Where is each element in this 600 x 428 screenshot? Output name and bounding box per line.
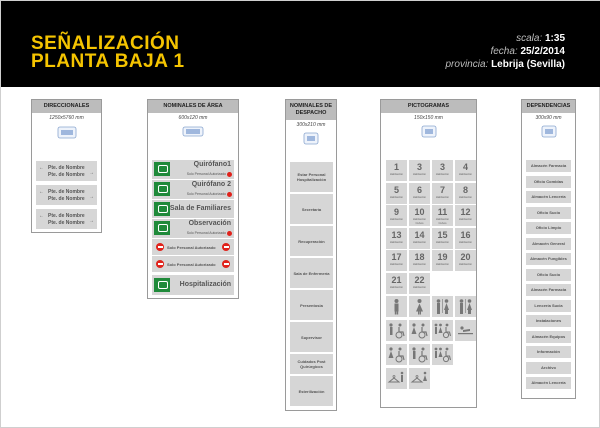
hanger-male-icon [386, 368, 407, 389]
room-number-sign [432, 160, 453, 181]
panel-size: 1250x5760 mm [49, 115, 84, 121]
room-number-sign [386, 273, 407, 294]
room-caption: Habitación [412, 172, 427, 176]
changing-table-icon [455, 320, 476, 341]
prohibition-icon [222, 243, 230, 251]
direction-line-2: Pte. de Nombre [48, 196, 85, 202]
room-number: 7 [439, 184, 445, 195]
room-number: 4 [462, 162, 468, 172]
dependency-sign: Almacén Lencería [526, 191, 571, 203]
room-number-sign [455, 183, 476, 204]
room-number: 13 [391, 229, 402, 240]
dependency-sign: Información [526, 346, 571, 358]
dependency-sign: Lencería Sucia [526, 300, 571, 312]
male-toilet-icon [386, 296, 407, 317]
room-number: 17 [391, 252, 402, 262]
office-sign: Secretaría [290, 194, 333, 224]
dependency-sign: Oficio Limpio [526, 222, 571, 234]
room-caption: Habitación [389, 217, 404, 221]
office-sign: Supervisor [290, 322, 333, 352]
room-number-sign [409, 273, 430, 294]
room-caption: Habitación [412, 239, 427, 244]
room-caption: Habitación [389, 284, 404, 289]
arrow-left-icon: ← [39, 165, 44, 171]
room-caption: Habitación [458, 239, 473, 244]
sign-device-icon [539, 124, 559, 140]
panel-nominales-area [147, 99, 239, 299]
junta-logo-icon [154, 162, 170, 176]
dependency-sign: Almacén Equipos [526, 331, 571, 343]
office-sign: Esterilización [290, 376, 333, 406]
panel-heading: DIRECCIONALES [32, 100, 101, 113]
sign-device-icon [301, 131, 321, 147]
panel-heading: PICTOGRAMAS [381, 100, 476, 113]
room-number-sign [432, 228, 453, 249]
room-number-sign [386, 250, 407, 271]
junta-logo-icon [154, 221, 170, 235]
room-caption: Habitación [435, 262, 450, 266]
room-number: 5 [393, 184, 399, 195]
female-toilet-icon [409, 296, 430, 317]
panel-dependencias [521, 99, 576, 399]
room-number: 11 [437, 207, 448, 217]
dependency-sign: Almacén Lencería [526, 377, 571, 389]
date-label: fecha: [490, 46, 518, 57]
direction-sign [36, 161, 97, 181]
room-caption: Habitación [458, 172, 473, 176]
panel-heading: DEPENDENCIAS [522, 100, 575, 113]
room-number: 18 [414, 252, 425, 262]
male-female-toilet-icon [432, 296, 453, 317]
junta-logo-icon [154, 182, 170, 196]
scale-label: scala: [516, 33, 543, 44]
area-sign [152, 219, 234, 238]
prohibition-icon [156, 260, 164, 268]
junta-logo-icon [154, 202, 170, 216]
panel-pictogramas [380, 99, 477, 408]
prohibition-icon [227, 192, 232, 197]
wheelchair-male-female-icon [432, 320, 453, 341]
wheelchair-male-icon [386, 320, 407, 341]
room-number-sign [409, 205, 430, 226]
area-title: Solo Personal Autorizado [167, 245, 216, 250]
province-label: provincia: [445, 59, 489, 70]
dependency-sign: Oficio Comidas [526, 176, 571, 188]
dependency-sign: Instalaciones [526, 315, 571, 327]
room-number: 10 [414, 207, 425, 217]
room-caption: Habitación [412, 194, 427, 199]
room-number-sign [432, 183, 453, 204]
room-caption: Habitación [389, 194, 404, 199]
panel-nominales-despacho [285, 99, 337, 411]
area-title: Quirófano1 [193, 161, 231, 168]
dependency-sign: Oficio Sucio [526, 207, 571, 219]
room-caption: Habitación [412, 284, 427, 289]
room-caption: Habitación [389, 239, 404, 244]
room-number-sign [455, 250, 476, 271]
header-metadata [445, 32, 565, 71]
sign-device-icon [55, 124, 79, 142]
room-number: 20 [460, 252, 471, 262]
scale-value: 1:35 [544, 33, 565, 44]
office-sign: Sala de Enfermería [290, 258, 333, 288]
room-caption: Habitación [435, 239, 450, 244]
area-title: Quirófano 2 [191, 181, 231, 188]
area-title: Observación [188, 220, 231, 227]
dependency-sign: Almacén Fungibles [526, 253, 571, 265]
panel-heading: NOMINALES DE DESPACHO [286, 100, 336, 120]
province-value: Lebrija (Sevilla) [491, 59, 565, 70]
room-number-sign [432, 250, 453, 271]
prohibition-icon [227, 231, 232, 236]
panel-direccionales [31, 99, 102, 233]
room-number: 3 [416, 162, 422, 172]
dependency-sign: Oficio Sucio [526, 269, 571, 281]
sign-device-icon [419, 124, 439, 140]
wheelchair-female-icon [386, 344, 407, 365]
area-sign [152, 200, 234, 218]
hanger-female-icon [409, 368, 430, 389]
office-sign: Recuperación [290, 226, 333, 256]
wheelchair-female-icon [409, 320, 430, 341]
room-number: 1 [393, 162, 399, 172]
title-line-1: SEÑALIZACIÓN [31, 33, 180, 54]
arrow-right-icon: → [89, 218, 94, 224]
arrow-left-icon: ← [39, 213, 44, 219]
area-note: Solo Personal Autorizado [186, 192, 226, 196]
panel-size: 600x120 mm [178, 115, 208, 121]
room-caption: Habitación Cubos [412, 217, 427, 225]
room-number-sign [455, 205, 476, 226]
wheelchair-male-female-icon [432, 344, 453, 365]
room-number-sign [455, 160, 476, 181]
room-caption: Habitación [389, 262, 404, 266]
title-line-2: PLANTA BAJA 1 [31, 51, 185, 72]
room-caption: Habitación [389, 172, 404, 176]
room-number-sign [409, 228, 430, 249]
room-number: 9 [393, 207, 399, 217]
office-sign: Cuidados Post Quirúrgicos [290, 354, 333, 374]
office-sign: Presentosia [290, 290, 333, 320]
dependency-sign: Archivo [526, 362, 571, 374]
panel-heading: NOMINALES DE ÁREA [148, 100, 238, 113]
room-caption: Habitación [435, 194, 450, 199]
direction-line-1: Pte. de Nombre [48, 165, 85, 171]
room-number: 15 [437, 229, 448, 240]
area-title: Sala de Familiares [169, 205, 231, 212]
room-number-sign [455, 228, 476, 249]
room-number: 14 [414, 229, 425, 240]
room-number: 21 [391, 274, 402, 285]
area-note: Solo Personal Autorizado [186, 231, 226, 235]
room-caption: Habitación [412, 262, 427, 266]
room-number: 3 [439, 162, 445, 172]
room-caption: Habitación [458, 194, 473, 199]
dependency-sign: Almacén General [526, 238, 571, 250]
area-note: Solo Personal Autorizado [186, 172, 226, 176]
prohibition-icon [227, 172, 232, 177]
room-number-sign [409, 250, 430, 271]
room-number: 22 [414, 274, 425, 285]
area-sign [152, 160, 234, 179]
room-number-sign [386, 183, 407, 204]
header-bar [1, 1, 600, 87]
room-number: 19 [437, 252, 448, 262]
arrow-left-icon: ← [39, 189, 44, 195]
room-number: 16 [460, 229, 471, 240]
area-title: Hospitalización [179, 281, 231, 288]
room-number-sign [386, 160, 407, 181]
arrow-right-icon: → [89, 194, 94, 200]
direction-sign [36, 185, 97, 205]
room-caption: Habitación [458, 262, 473, 266]
office-sign: Estar Personal Hospitalización [290, 162, 333, 192]
direction-line-1: Pte. de Nombre [48, 213, 85, 219]
room-number: 8 [462, 184, 468, 195]
room-caption: Habitación [458, 217, 473, 221]
room-number: 6 [416, 184, 422, 195]
wheelchair-male-icon [409, 344, 430, 365]
panel-size: 300x90 mm [535, 115, 562, 121]
room-caption: Habitación [435, 172, 450, 176]
room-number-sign [386, 228, 407, 249]
room-number-sign [409, 160, 430, 181]
arrow-right-icon: → [89, 170, 94, 176]
direction-line-1: Pte. de Nombre [48, 189, 85, 195]
dependency-sign: Almacén Farmacia [526, 284, 571, 296]
prohibition-icon [156, 243, 164, 251]
area-sign [152, 256, 234, 272]
date-value: 25/2/2014 [520, 46, 565, 57]
area-sign [152, 275, 234, 295]
area-sign [152, 239, 234, 255]
male-female-toilet-icon [455, 296, 476, 317]
dependency-sign: Almacén Farmacia [526, 160, 571, 172]
direction-sign [36, 209, 97, 229]
room-number-sign [386, 205, 407, 226]
room-number-sign [432, 205, 453, 226]
document-title [31, 35, 185, 71]
direction-line-2: Pte. de Nombre [48, 220, 85, 226]
room-caption: Habitación Cubos [435, 217, 450, 225]
prohibition-icon [222, 260, 230, 268]
junta-logo-icon [154, 278, 170, 292]
panel-size: 300x210 mm [296, 122, 326, 128]
room-number-sign [409, 183, 430, 204]
area-sign [152, 180, 234, 199]
panel-size: 150x150 mm [414, 115, 443, 121]
room-number: 12 [460, 207, 471, 217]
sign-device-icon [181, 124, 205, 140]
area-title: Solo Personal Autorizado [167, 262, 216, 267]
direction-line-2: Pte. de Nombre [48, 172, 85, 178]
